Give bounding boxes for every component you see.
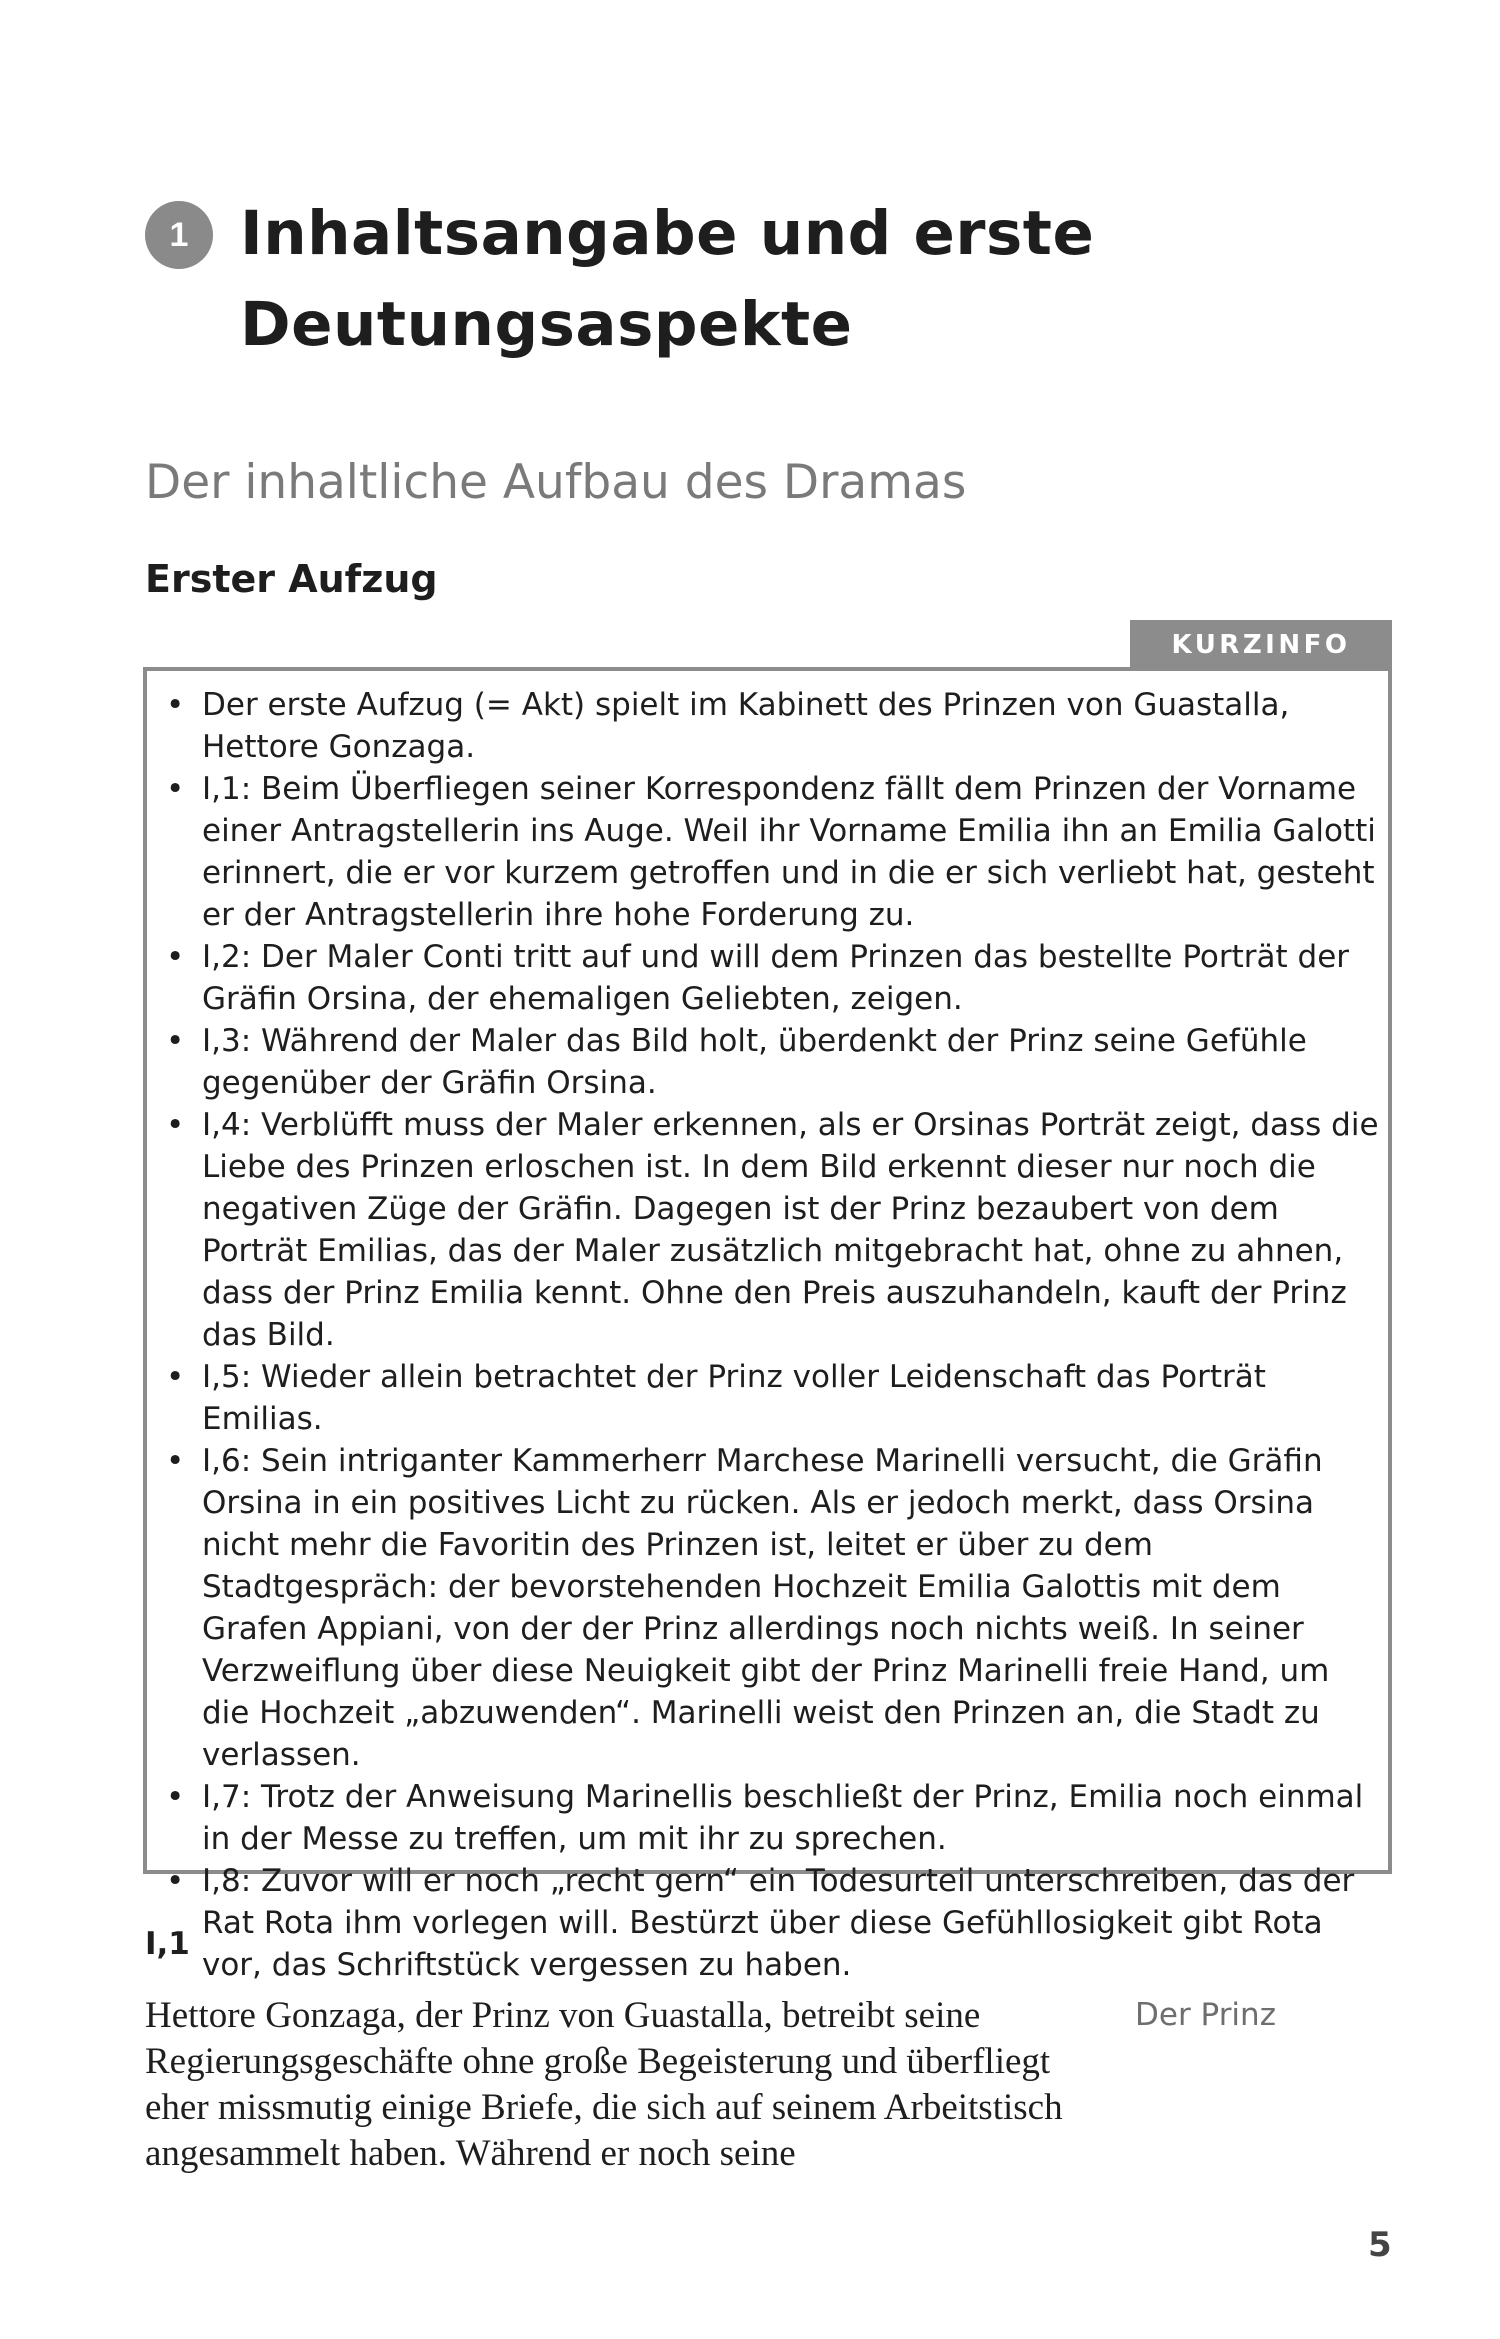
list-item-text: Der erste Aufzug (= Akt) spielt im Kabinett des Prinzen von Guastalla, Hettore Gonzaga. [202, 687, 1290, 765]
section-title: Der inhaltliche Aufbau des Dramas [145, 455, 967, 510]
list-item: • I,4: Verblüfft muss der Maler erkennen, als er Orsinas Porträt zeigt, dass die Liebe des Prinzen erloschen ist. In dem Bild erkennt dieser nur noch die negativen Züge der Gräfin. Dagegen ist der Prinz bezaubert von dem Porträt Emilias, das der Maler zusätzlich mitgebracht hat, ohne zu ahnen, dass der Prinz Emilia kennt. Ohne den Preis auszuhandeln, kauft der Prinz das Bild. [166, 1107, 1379, 1353]
list-item-text: I,5: Wieder allein betrachtet der Prinz voller Leidenschaft das Porträt Emilias. [202, 1359, 1266, 1437]
kurzinfo-label: KURZINFO [1130, 620, 1392, 670]
list-item-text: I,1: Beim Überfliegen seiner Korrespondenz fällt dem Prinzen der Vorname einer Antragstellerin ins Auge. Weil ihr Vorname Emilia ihn an Emilia Galotti erinnert, die er vor kurzem getroffen und in die er sich verliebt hat, gesteht er der Antragstellerin ihre hohe Forderung zu. [202, 771, 1376, 933]
list-item: • Der erste Aufzug (= Akt) spielt im Kabinett des Prinzen von Guastalla, Hettore Gonzaga. [166, 687, 1290, 765]
list-item: • I,1: Beim Überfliegen seiner Korrespondenz fällt dem Prinzen der Vorname einer Antragstellerin ins Auge. Weil ihr Vorname Emilia ihn an Emilia Galotti erinnert, die er vor kurzem getroffen und in die er sich verliebt hat, gesteht er der Antragstellerin ihre hohe Forderung zu. [166, 771, 1376, 933]
list-item-text: I,7: Trotz der Anweisung Marinellis beschließt der Prinz, Emilia noch einmal in der Messe zu treffen, um mit ihr zu sprechen. [202, 1779, 1364, 1857]
scene-label: I,1 [145, 1926, 190, 1962]
list-item: • I,7: Trotz der Anweisung Marinellis beschließt der Prinz, Emilia noch einmal in der Messe zu treffen, um mit ihr zu sprechen. [166, 1779, 1364, 1857]
act-title: Erster Aufzug [145, 557, 438, 601]
list-item: • I,5: Wieder allein betrachtet der Prinz voller Leidenschaft das Porträt Emilias. [166, 1359, 1266, 1437]
list-item-text: I,2: Der Maler Conti tritt auf und will dem Prinzen das bestellte Porträt der Gräfin Orsina, der ehemaligen Geliebten, zeigen. [202, 939, 1350, 1017]
page-number: 5 [1368, 2225, 1392, 2265]
list-item: • I,6: Sein intriganter Kammerherr Marchese Marinelli versucht, die Gräfin Orsina in ein positives Licht zu rücken. Als er jedoch merkt, dass Orsina nicht mehr die Favoritin des Prinzen ist, leitet er über zu dem Stadtgespräch: der bevorstehenden Hochzeit Emilia Galottis mit dem Grafen Appiani, von der der Prinz allerdings noch nichts weiß. In seiner Verzweiflung über diese Neuigkeit gibt der Prinz Marinelli freie Hand, um die Hochzeit „abzuwenden“. Marinelli weist den Prinzen an, die Stadt zu verlassen. [166, 1443, 1330, 1773]
chapter-number-badge: 1 [145, 201, 213, 269]
body-paragraph: Hettore Gonzaga, der Prinz von Guastalla, betreibt seine Regierungsgeschäfte ohne große Begeisterung und überfliegt eher missmutig einige Briefe, die sich auf seinem Arbeitstisch angesammelt haben. Während er noch seine [145, 1995, 1063, 2174]
chapter-title: Inhaltsangabe und erste Deutungsaspekte [240, 198, 1095, 360]
kurzinfo-list [158, 684, 1380, 1986]
list-item: • I,2: Der Maler Conti tritt auf und will dem Prinzen das bestellte Porträt der Gräfin Orsina, der ehemaligen Geliebten, zeigen. [166, 939, 1350, 1017]
list-item-text: I,8: Zuvor will er noch „recht gern“ ein Todesurteil unterschreiben, das der Rat Rota ihm vorlegen will. Bestürzt über diese Gefühllosigkeit gibt Rota vor, das Schriftstück vergessen zu haben. [202, 1863, 1355, 1983]
list-item-text: I,4: Verblüfft muss der Maler erkennen, als er Orsinas Porträt zeigt, dass die Liebe des Prinzen erloschen ist. In dem Bild erkennt dieser nur noch die negativen Züge der Gräfin. Dagegen ist der Prinz bezaubert von dem Porträt Emilias, das der Maler zusätzlich mitgebracht hat, ohne zu ahnen, dass der Prinz Emilia kennt. Ohne den Preis auszuhandeln, kauft der Prinz das Bild. [202, 1107, 1379, 1353]
list-item: • I,8: Zuvor will er noch „recht gern“ ein Todesurteil unterschreiben, das der Rat Rota ihm vorlegen will. Bestürzt über diese Gefühllosigkeit gibt Rota vor, das Schriftstück vergessen zu haben. [166, 1863, 1355, 1983]
list-item: • I,3: Während der Maler das Bild holt, überdenkt der Prinz seine Gefühle gegenüber der Gräfin Orsina. [166, 1023, 1307, 1101]
list-item-text: I,6: Sein intriganter Kammerherr Marchese Marinelli versucht, die Gräfin Orsina in ein positives Licht zu rücken. Als er jedoch merkt, dass Orsina nicht mehr die Favoritin des Prinzen ist, leitet er über zu dem Stadtgespräch: der bevorstehenden Hochzeit Emilia Galottis mit dem Grafen Appiani, von der der Prinz allerdings noch nichts weiß. In seiner Verzweiflung über diese Neuigkeit gibt der Prinz Marinelli freie Hand, um die Hochzeit „abzuwenden“. Marinelli weist den Prinzen an, die Stadt zu verlassen. [202, 1443, 1330, 1773]
list-item-text: I,3: Während der Maler das Bild holt, überdenkt der Prinz seine Gefühle gegenüber der Gräfin Orsina. [202, 1023, 1307, 1101]
margin-note: Der Prinz [1135, 1997, 1276, 2033]
